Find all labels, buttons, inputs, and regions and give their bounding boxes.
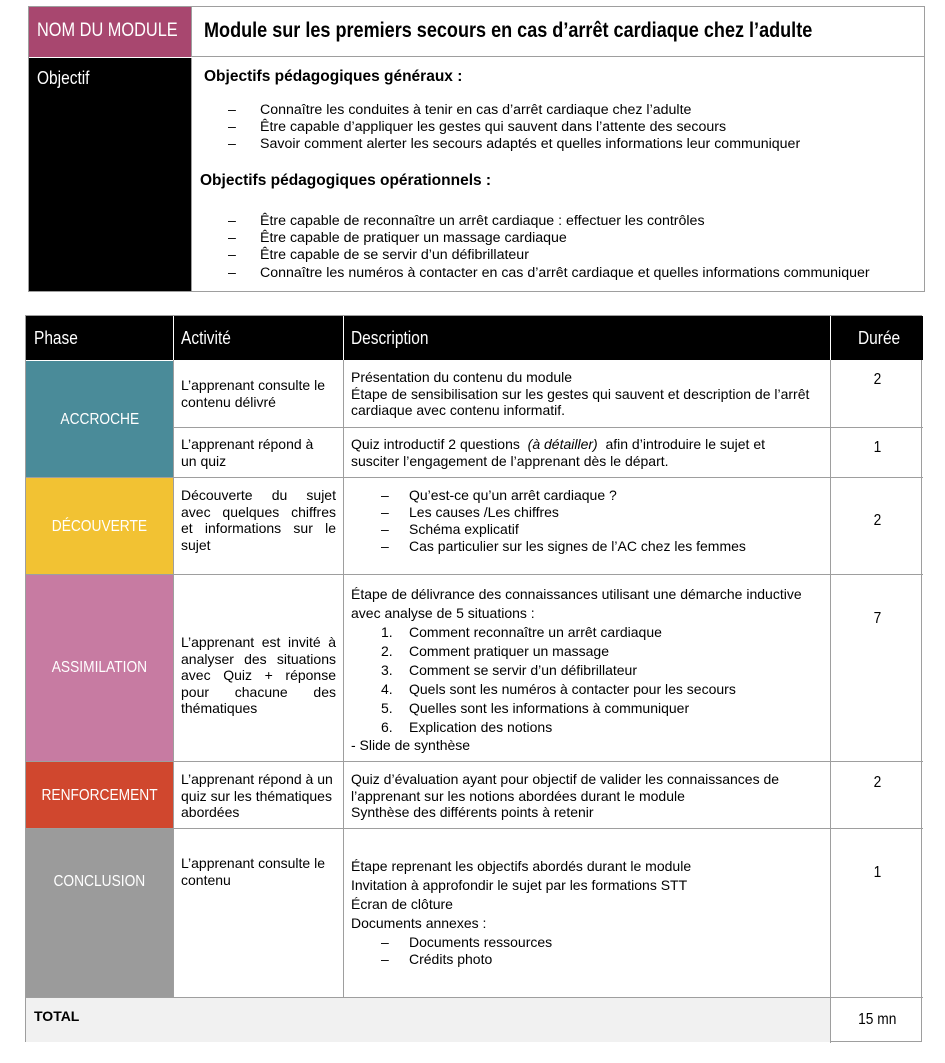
- activity-cell: Découverte du sujet avec quelques chiffres et informations sur le sujet: [181, 487, 336, 553]
- duration-value: 2: [873, 512, 881, 529]
- operational-objective-item: – Être capable de se servir d’un défibrillateur: [228, 247, 529, 263]
- module-title-cell: [191, 7, 924, 57]
- divider: [173, 427, 923, 428]
- module-name-label: NOM DU MODULE: [37, 20, 178, 41]
- list-item: –: [381, 538, 389, 554]
- description-intro: Étape de délivrance des connaissances utilisant une démarche inductive avec analyse de 5 situations :: [351, 586, 802, 621]
- activity-cell: L’apprenant répond à un quiz: [181, 436, 314, 469]
- module-title: Module sur les premiers secours en cas d’arrêt cardiaque chez l’adulte: [204, 19, 813, 42]
- description-cell: Quiz introductif 2 questions (à détailler) afin d’introduire le sujet et susciter l’engagement de l’apprenant dès le départ.: [351, 436, 766, 469]
- phase-renforcement: RENFORCEMENT: [26, 762, 173, 828]
- phase-assimilation: ASSIMILATION: [26, 575, 173, 761]
- activity-cell: L’apprenant répond à un quiz sur les thématiques abordées: [181, 771, 333, 820]
- divider: [26, 477, 923, 478]
- phase-accroche: ACCROCHE: [26, 361, 173, 477]
- header-duration: Durée: [831, 316, 923, 360]
- phases-table: [25, 315, 922, 1042]
- activity-cell: L’apprenant est invité à analyser des situations avec Quiz + réponse pour chacune des thématiques: [181, 634, 336, 716]
- bullet-list: [381, 487, 389, 555]
- bullet-list-text: [409, 934, 552, 968]
- header-description: Description: [344, 316, 830, 360]
- duration-value: 1: [873, 439, 881, 456]
- general-objectives-heading: Objectifs pédagogiques généraux :: [204, 68, 463, 85]
- list-item: Quelles sont les informations à communiquer: [409, 700, 690, 716]
- numbered-list: [409, 623, 736, 737]
- general-objective-item: – Savoir comment alerter les secours adaptés et quelles informations leur communiquer: [228, 136, 801, 152]
- divider: [343, 360, 344, 998]
- module-name-label-cell: [29, 7, 191, 57]
- header-phase: Phase: [26, 316, 173, 360]
- bullet-list-text: Qu’est-ce qu’un arrêt cardiaque ? Les causes /Les chiffres Schéma explicatif Cas particulier sur les signes de l’AC chez les femmes: [409, 487, 746, 554]
- list-item: Comment pratiquer un massage: [409, 643, 609, 659]
- list-item: Quels sont les numéros à contacter pour les secours: [409, 681, 736, 697]
- operational-objective-item: – Connaître les numéros à contacter en cas d’arrêt cardiaque et quelles informations communiquer: [228, 265, 870, 281]
- list-item: Crédits photo: [409, 951, 493, 967]
- divider: [173, 360, 174, 998]
- header-activity: Activité: [174, 316, 343, 360]
- description-cell: Quiz d’évaluation ayant pour objectif de valider les connaissances de l’apprenant sur les notions abordées durant le module Synthèse des différents points à retenir: [351, 771, 780, 820]
- objective-label-cell: [29, 58, 191, 291]
- activity-cell: L’apprenant consulte le contenu: [181, 855, 325, 888]
- list-item: Comment reconnaître un arrêt cardiaque: [409, 624, 662, 640]
- divider: [830, 360, 831, 1043]
- total-label: TOTAL: [34, 1008, 80, 1024]
- module-info-table: [28, 6, 925, 292]
- duration-value: 2: [873, 774, 881, 791]
- description-outro: - Slide de synthèse: [351, 737, 471, 753]
- numbered-list-numbers: 1. 2. 3. 4. 5. 6.: [381, 624, 393, 735]
- list-item: –: [381, 521, 389, 537]
- activity-cell: L’apprenant consulte le contenu délivré: [181, 377, 325, 410]
- total-value: 15 mn: [857, 1011, 897, 1028]
- duration-value: 1: [873, 864, 881, 881]
- general-objective-item: – Être capable d’appliquer les gestes qui sauvent dans l’attente des secours: [228, 119, 727, 135]
- objectives-cell: [191, 58, 924, 291]
- operational-objectives-heading: Objectifs pédagogiques opérationnels :: [200, 172, 492, 189]
- operational-objective-item: – Être capable de reconnaître un arrêt cardiaque : effectuer les contrôles: [228, 213, 705, 229]
- divider: [26, 574, 923, 575]
- bullet-list: – –: [381, 934, 389, 967]
- phase-conclusion: CONCLUSION: [26, 829, 173, 997]
- list-item: Comment se servir d’un défibrillateur: [409, 662, 637, 678]
- general-objective-item: – Connaître les conduites à tenir en cas d’arrêt cardiaque chez l’adulte: [228, 102, 692, 118]
- objective-label: Objectif: [37, 68, 90, 88]
- list-item: –: [381, 487, 389, 503]
- list-item: Documents ressources: [409, 934, 553, 950]
- description-cell: Présentation du contenu du module Étape de sensibilisation sur les gestes qui sauvent et description de l’arrêt cardiaque avec contenu informatif.: [351, 369, 810, 418]
- list-item: Explication des notions: [409, 719, 553, 735]
- total-label-cell: [26, 998, 830, 1042]
- phase-decouverte: DÉCOUVERTE: [26, 478, 173, 574]
- duration-value: 2: [873, 371, 881, 388]
- operational-objective-item: – Être capable de pratiquer un massage cardiaque: [228, 230, 567, 246]
- divider: [26, 761, 923, 762]
- duration-value: 7: [873, 610, 881, 627]
- divider: [26, 828, 923, 829]
- list-item: –: [381, 504, 389, 520]
- description-cell: Étape reprenant les objectifs abordés durant le module Invitation à approfondir le sujet par les formations STT Écran de clôture Documents annexes :: [351, 858, 692, 931]
